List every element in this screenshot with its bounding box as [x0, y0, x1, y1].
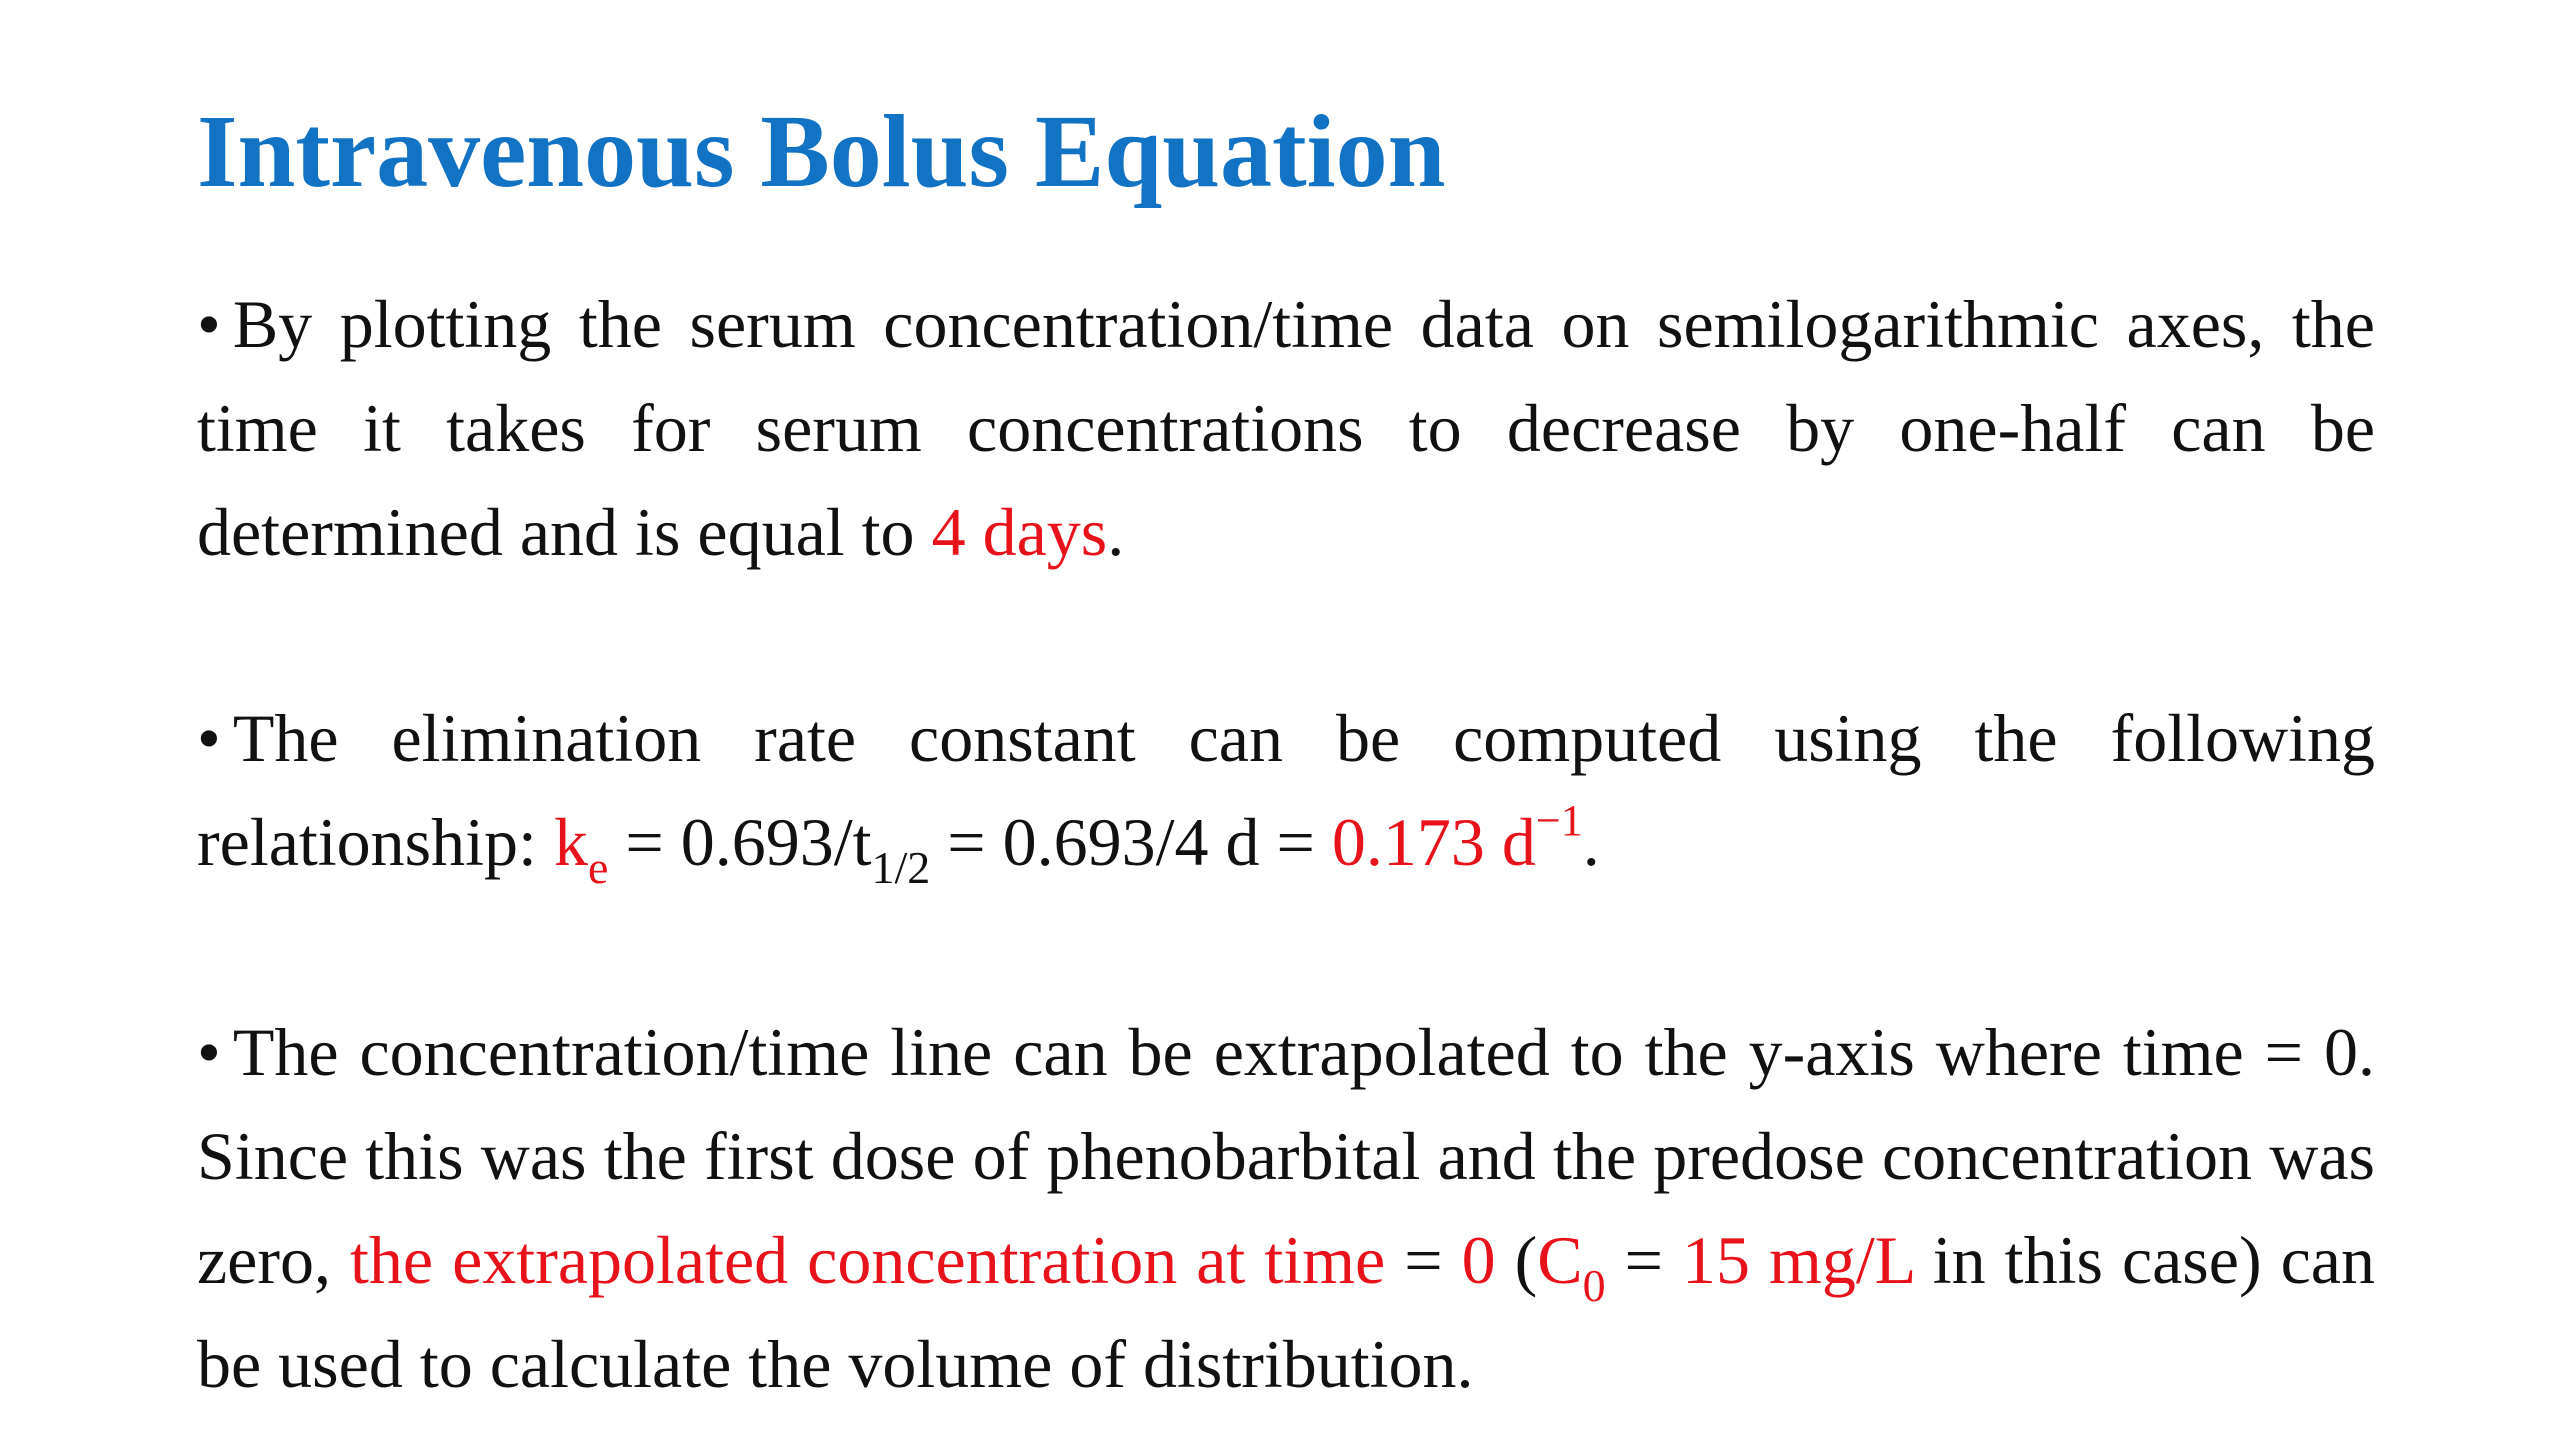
punctuation: . — [1107, 494, 1125, 570]
punctuation: . — [1582, 804, 1600, 880]
bullet-paragraph-extrapolation — [197, 1000, 2375, 1416]
equation-part: = — [1385, 1222, 1462, 1298]
highlight-extrapolated: the extrapolated concentration at time — [350, 1222, 1386, 1298]
subscript-zero: 0 — [1582, 1260, 1606, 1311]
bullet-icon: • — [197, 700, 221, 776]
superscript-minus-one: −1 — [1535, 796, 1583, 845]
paragraph-text: The elimination rate constant can be computed using the following relationship: — [197, 700, 2375, 880]
equation-part: ( — [1495, 1222, 1538, 1298]
equation-part: = 0.693/4 d = — [930, 804, 1332, 880]
symbol-k: k — [553, 804, 588, 880]
highlight-zero: 0 — [1461, 1222, 1496, 1298]
slide-title: Intravenous Bolus Equation — [197, 94, 1446, 209]
equation-part: = 0.693/t — [608, 804, 872, 880]
equation-part: = — [1605, 1222, 1682, 1298]
paragraph-text: By plotting the serum concentration/time data on semilogarithmic axes, the time it takes for serum concentrations to decrease by one-half can be determined and is equal to — [197, 286, 2375, 570]
bullet-icon: • — [197, 1014, 221, 1090]
highlight-c0-value: 15 mg/L — [1681, 1222, 1914, 1298]
symbol-c: C — [1537, 1222, 1583, 1298]
paragraph-text: The concentration/time line can be extrapolated to the y-axis where time = 0. Since this was the first dose of phenobarbital and the predose concentration was zero, — [197, 1014, 2375, 1298]
subscript-e: e — [587, 842, 609, 893]
subscript-half: 1/2 — [871, 842, 931, 893]
bullet-icon: • — [197, 286, 221, 362]
highlight-result: 0.173 d — [1331, 804, 1536, 880]
bullet-paragraph-elimination-rate — [197, 686, 2375, 894]
highlight-half-life: 4 days — [931, 494, 1108, 570]
bullet-paragraph-half-life — [197, 272, 2375, 584]
paragraph-text: in this case) can be used to calculate the volume of distribution. — [197, 1222, 2375, 1402]
